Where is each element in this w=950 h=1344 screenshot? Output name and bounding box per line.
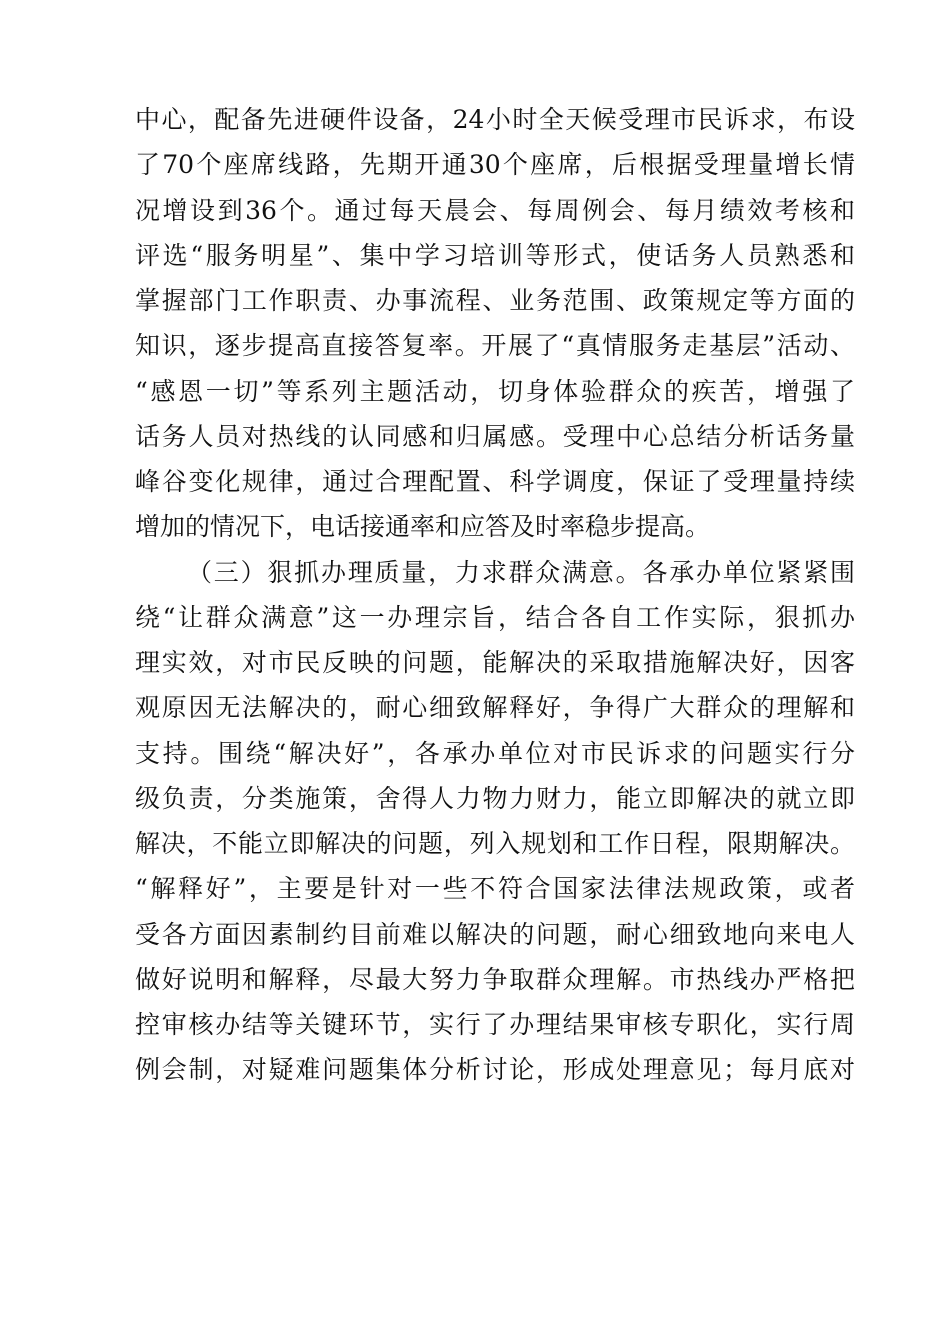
paragraph-1-line-4: 评选“服务明星”、集中学习培训等形式，使话务人员熟悉和 [135, 240, 855, 270]
paragraph-2-line-3: 理实效，对市民反映的问题，能解决的采取措施解决好，因客 [135, 648, 855, 677]
paragraph-1-line-3: 况增设到36个。通过每天晨会、每周例会、每月绩效考核和 [135, 195, 855, 225]
paragraph-2-line-11: 控审核办结等关键环节，实行了办理结果审核专职化，实行周 [135, 1010, 855, 1039]
paragraph-1-line-6: 知识，逐步提高直接答复率。开展了“真情服务走基层”活动、 [135, 331, 855, 361]
paragraph-1-line-1: 中心，配备先进硬件设备，24小时全天候受理市民诉求，布设 [135, 105, 855, 134]
paragraph-1-line-5: 掌握部门工作职责、办事流程、业务范围、政策规定等方面的 [135, 286, 855, 315]
paragraph-2-line-4: 观原因无法解决的，耐心细致解释好，争得广大群众的理解和 [135, 693, 855, 723]
paragraph-2-line-5: 支持。围绕“解决好”，各承办单位对市民诉求的问题实行分 [135, 738, 855, 768]
paragraph-2-line-9: 受各方面因素制约目前难以解决的问题，耐心细致地向来电人 [135, 919, 855, 949]
paragraph-2-line-2: 绕“让群众满意”这一办理宗旨，结合各自工作实际，狠抓办 [135, 602, 855, 632]
paragraph-1-line-7: “感恩一切”等系列主题活动，切身体验群众的疾苦，增强了 [135, 376, 855, 406]
paragraph-1-line-2: 了70个座席线路，先期开通30个座席，后根据受理量增长情 [135, 150, 855, 180]
document-body [135, 97, 855, 1093]
paragraph-2-line-6: 级负责，分类施策，舍得人力物力财力，能立即解决的就立即 [135, 783, 855, 813]
paragraph-1-line-8: 话务人员对热线的认同感和归属感。受理中心总结分析话务量 [135, 421, 855, 451]
paragraph-2-line-7: 解决，不能立即解决的问题，列入规划和工作日程，限期解决。 [135, 829, 855, 858]
paragraph-2-line-8: “解释好”，主要是针对一些不符合国家法律法规政策，或者 [135, 874, 855, 904]
paragraph-1-line-10: 增加的情况下，电话接通率和应答及时率稳步提高。 [135, 512, 711, 542]
paragraph-2-line-12: 例会制，对疑难问题集体分析讨论，形成处理意见；每月底对 [135, 1055, 855, 1085]
paragraph-2-line-1: （三）狠抓办理质量，力求群众满意。各承办单位紧紧围 [187, 557, 855, 587]
paragraph-2-line-10: 做好说明和解释，尽最大努力争取群众理解。市热线办严格把 [135, 964, 855, 994]
paragraph-1-line-9: 峰谷变化规律，通过合理配置、科学调度，保证了受理量持续 [135, 467, 855, 496]
